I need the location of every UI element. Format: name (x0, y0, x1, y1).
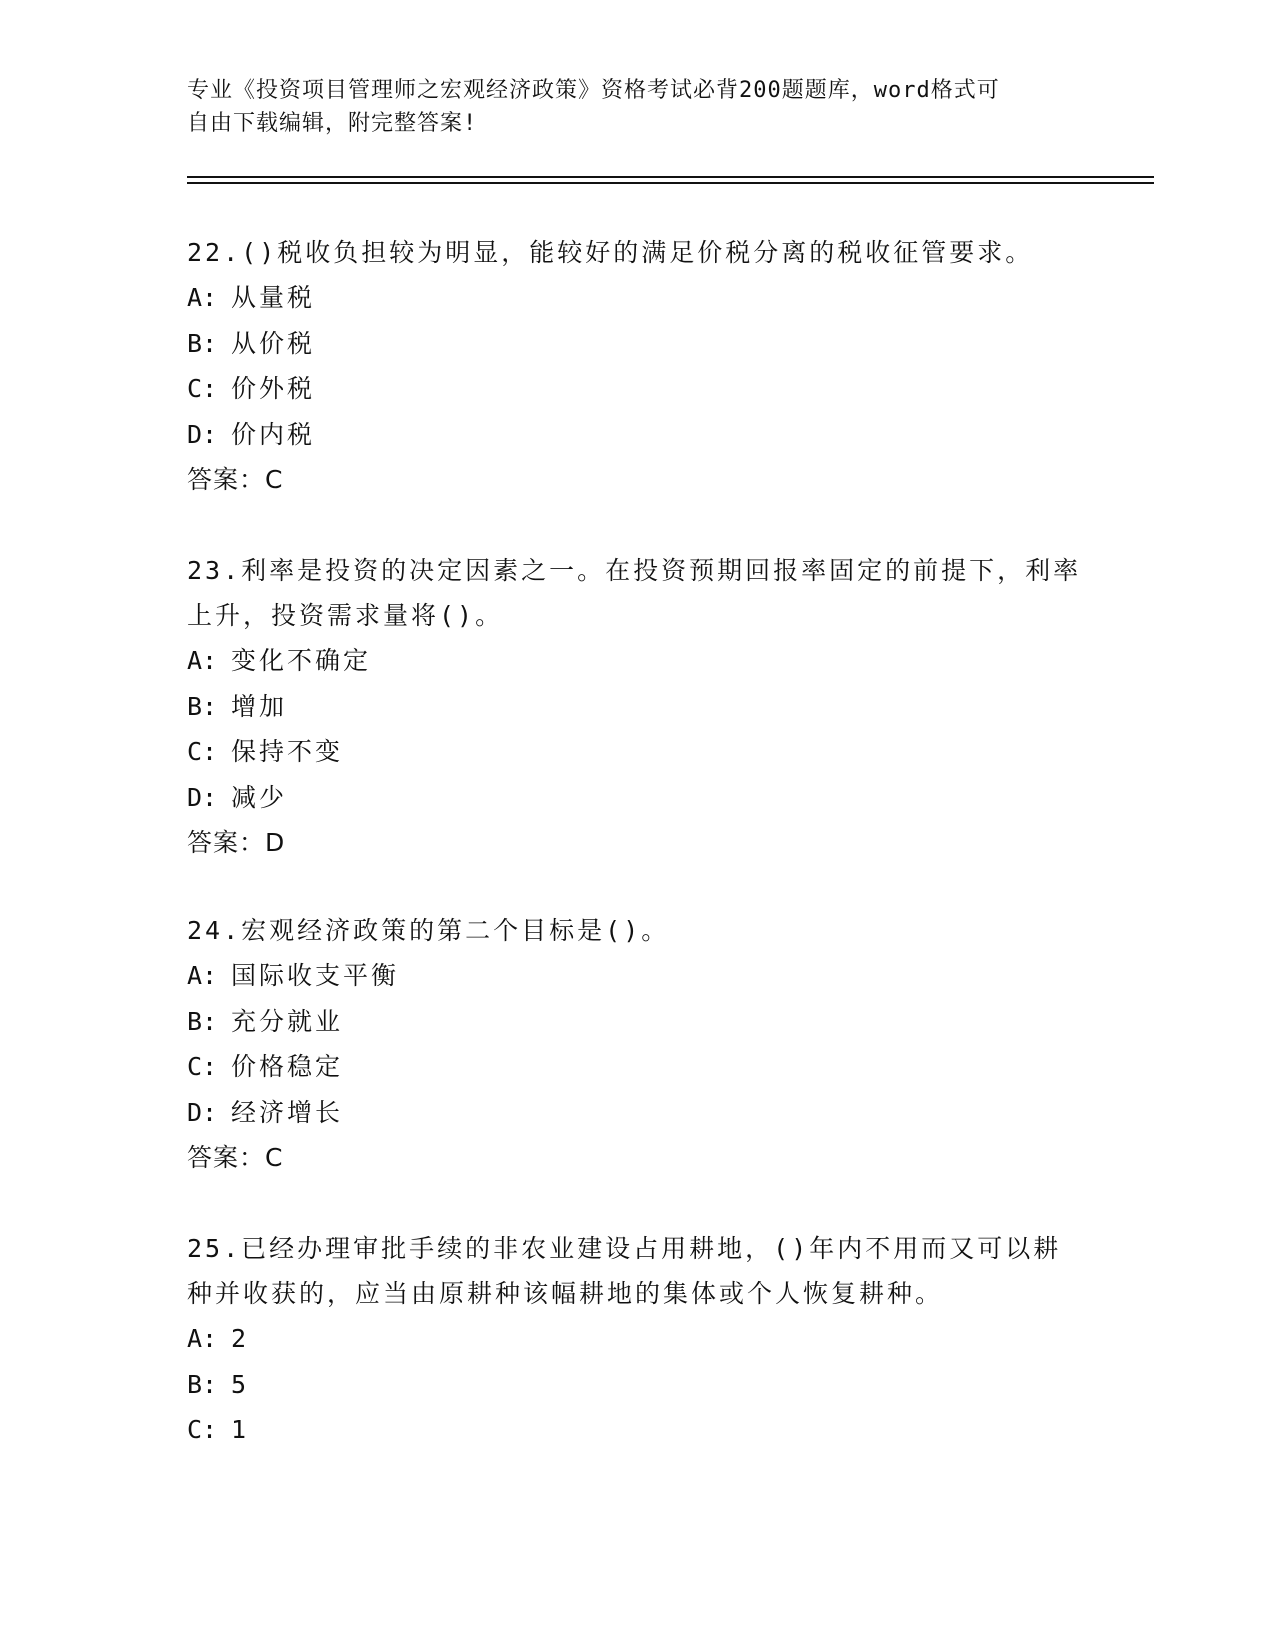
option-b (187, 999, 1087, 1045)
option-a (187, 1316, 1087, 1362)
option-key: B: (187, 1369, 218, 1399)
document-header (187, 74, 1087, 140)
option-a (187, 275, 1087, 321)
header-divider-bottom (187, 182, 1154, 184)
question-23 (187, 548, 1087, 865)
option-a (187, 638, 1087, 684)
option-key: D: (187, 419, 218, 449)
option-b (187, 1362, 1087, 1408)
question-stem: 22.()税收负担较为明显，能较好的满足价税分离的税收征管要求。 (187, 238, 1034, 267)
option-key: A: (187, 1324, 218, 1353)
option-key: A: (187, 961, 218, 990)
option-text: 从量税 (231, 283, 316, 312)
option-text: 5 (231, 1369, 250, 1399)
option-c (187, 1407, 1087, 1453)
header-line-2: 自由下载编辑，附完整答案! (187, 111, 478, 136)
question-25 (187, 1226, 1087, 1453)
answer-line: 答案：C (187, 465, 284, 494)
option-c (187, 1044, 1087, 1090)
header-divider-top (187, 176, 1154, 178)
option-text: 经济增长 (231, 1097, 344, 1127)
option-text: 从价税 (231, 328, 316, 358)
option-c (187, 366, 1087, 412)
answer-line: 答案：D (187, 828, 286, 857)
option-c (187, 729, 1087, 775)
option-text: 增加 (231, 691, 288, 721)
option-key: B: (187, 1006, 218, 1036)
question-24 (187, 908, 1087, 1180)
option-key: C: (187, 374, 218, 403)
question-stem: 24.宏观经济政策的第二个目标是()。 (187, 916, 670, 945)
option-text: 价内税 (231, 419, 316, 449)
option-text: 减少 (231, 782, 288, 812)
option-text: 变化不确定 (231, 646, 372, 675)
question-stem: 25.已经办理审批手续的非农业建设占用耕地，()年内不用而又可以耕种并收获的，应当由原耕种该幅耕地的集体或个人恢复耕种。 (187, 1234, 1062, 1308)
question-stem: 23.利率是投资的决定因素之一。在投资预期回报率固定的前提下，利率上升，投资需求量将()。 (187, 556, 1082, 630)
option-d (187, 775, 1087, 821)
option-b (187, 684, 1087, 730)
option-key: D: (187, 782, 218, 812)
option-key: A: (187, 283, 218, 312)
option-key: C: (187, 1415, 218, 1444)
option-text: 价外税 (231, 374, 316, 403)
option-text: 2 (231, 1324, 250, 1353)
question-22 (187, 230, 1087, 502)
option-key: B: (187, 328, 218, 358)
option-text: 保持不变 (231, 737, 344, 766)
option-key: A: (187, 646, 218, 675)
option-key: C: (187, 1052, 218, 1081)
option-text: 1 (231, 1415, 250, 1444)
option-text: 充分就业 (231, 1006, 344, 1036)
answer-line: 答案：C (187, 1143, 284, 1172)
option-text: 价格稳定 (231, 1052, 344, 1081)
option-key: D: (187, 1097, 218, 1127)
option-b (187, 321, 1087, 367)
option-key: B: (187, 691, 218, 721)
header-line-1: 专业《投资项目管理师之宏观经济政策》资格考试必背200题题库，word格式可 (187, 78, 1000, 103)
option-key: C: (187, 737, 218, 766)
option-d (187, 1090, 1087, 1136)
option-a (187, 953, 1087, 999)
option-d (187, 412, 1087, 458)
option-text: 国际收支平衡 (231, 961, 400, 990)
